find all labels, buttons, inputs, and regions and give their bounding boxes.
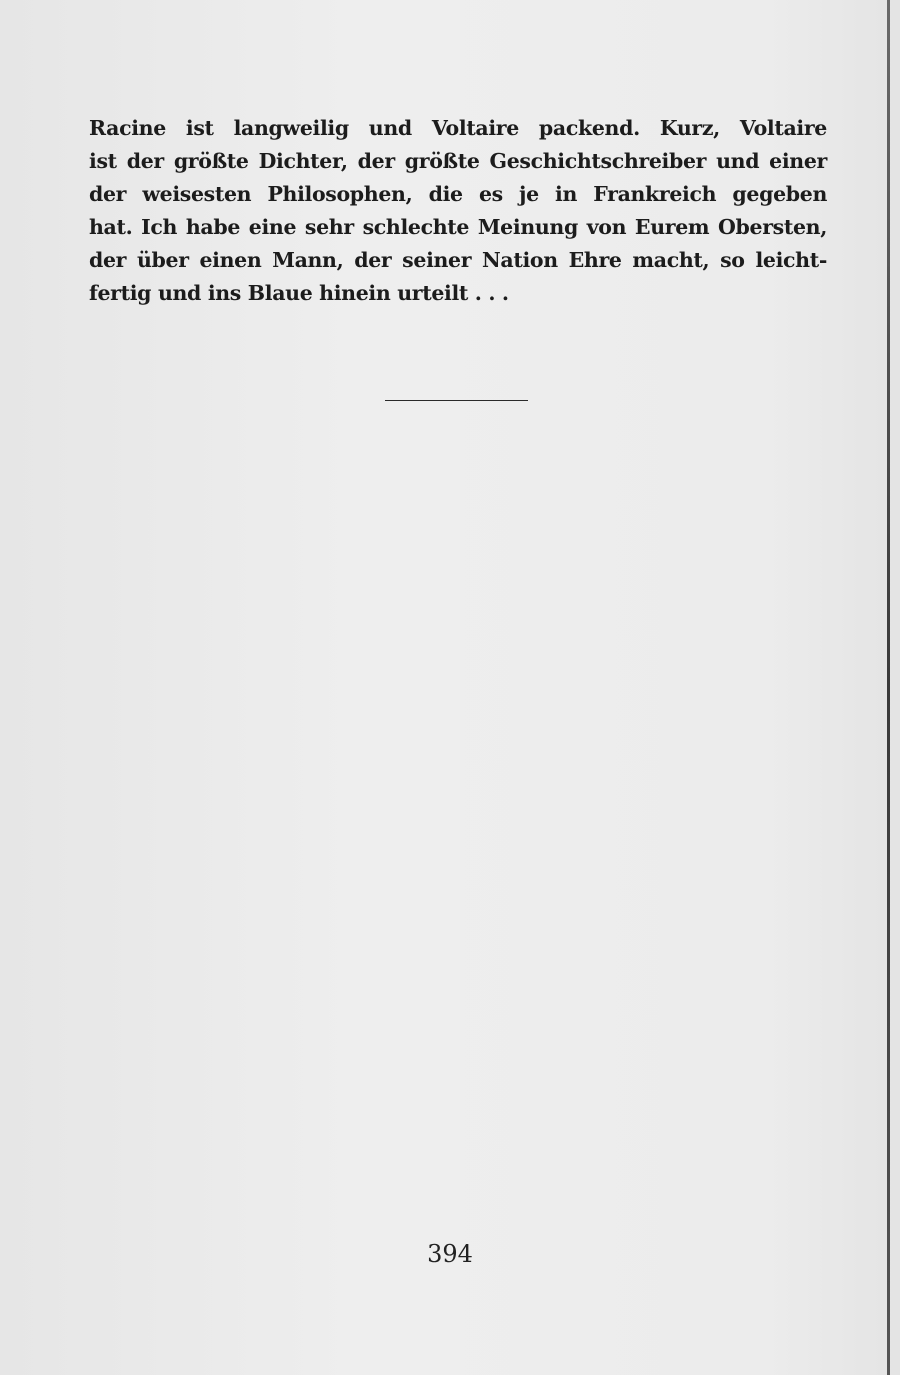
text-line: der weisesten Philosophen, die es je in Frankreich gegeben — [89, 182, 827, 206]
body-paragraph — [89, 112, 827, 310]
text-line: ist der größte Dichter, der größte Geschichtschreiber und einer — [89, 149, 827, 173]
text-line: fertig und ins Blaue hinein urteilt . . . — [89, 281, 509, 305]
section-divider — [385, 400, 528, 401]
text-line: der über einen Mann, der seiner Nation Ehre macht, so leicht- — [89, 248, 827, 272]
text-line: Racine ist langweilig und Voltaire packend. Kurz, Voltaire — [89, 116, 827, 140]
text-line: hat. Ich habe eine sehr schlechte Meinung von Eurem Obersten, — [89, 215, 827, 239]
page-number: 394 — [427, 1240, 473, 1268]
page-edge — [887, 0, 890, 1375]
